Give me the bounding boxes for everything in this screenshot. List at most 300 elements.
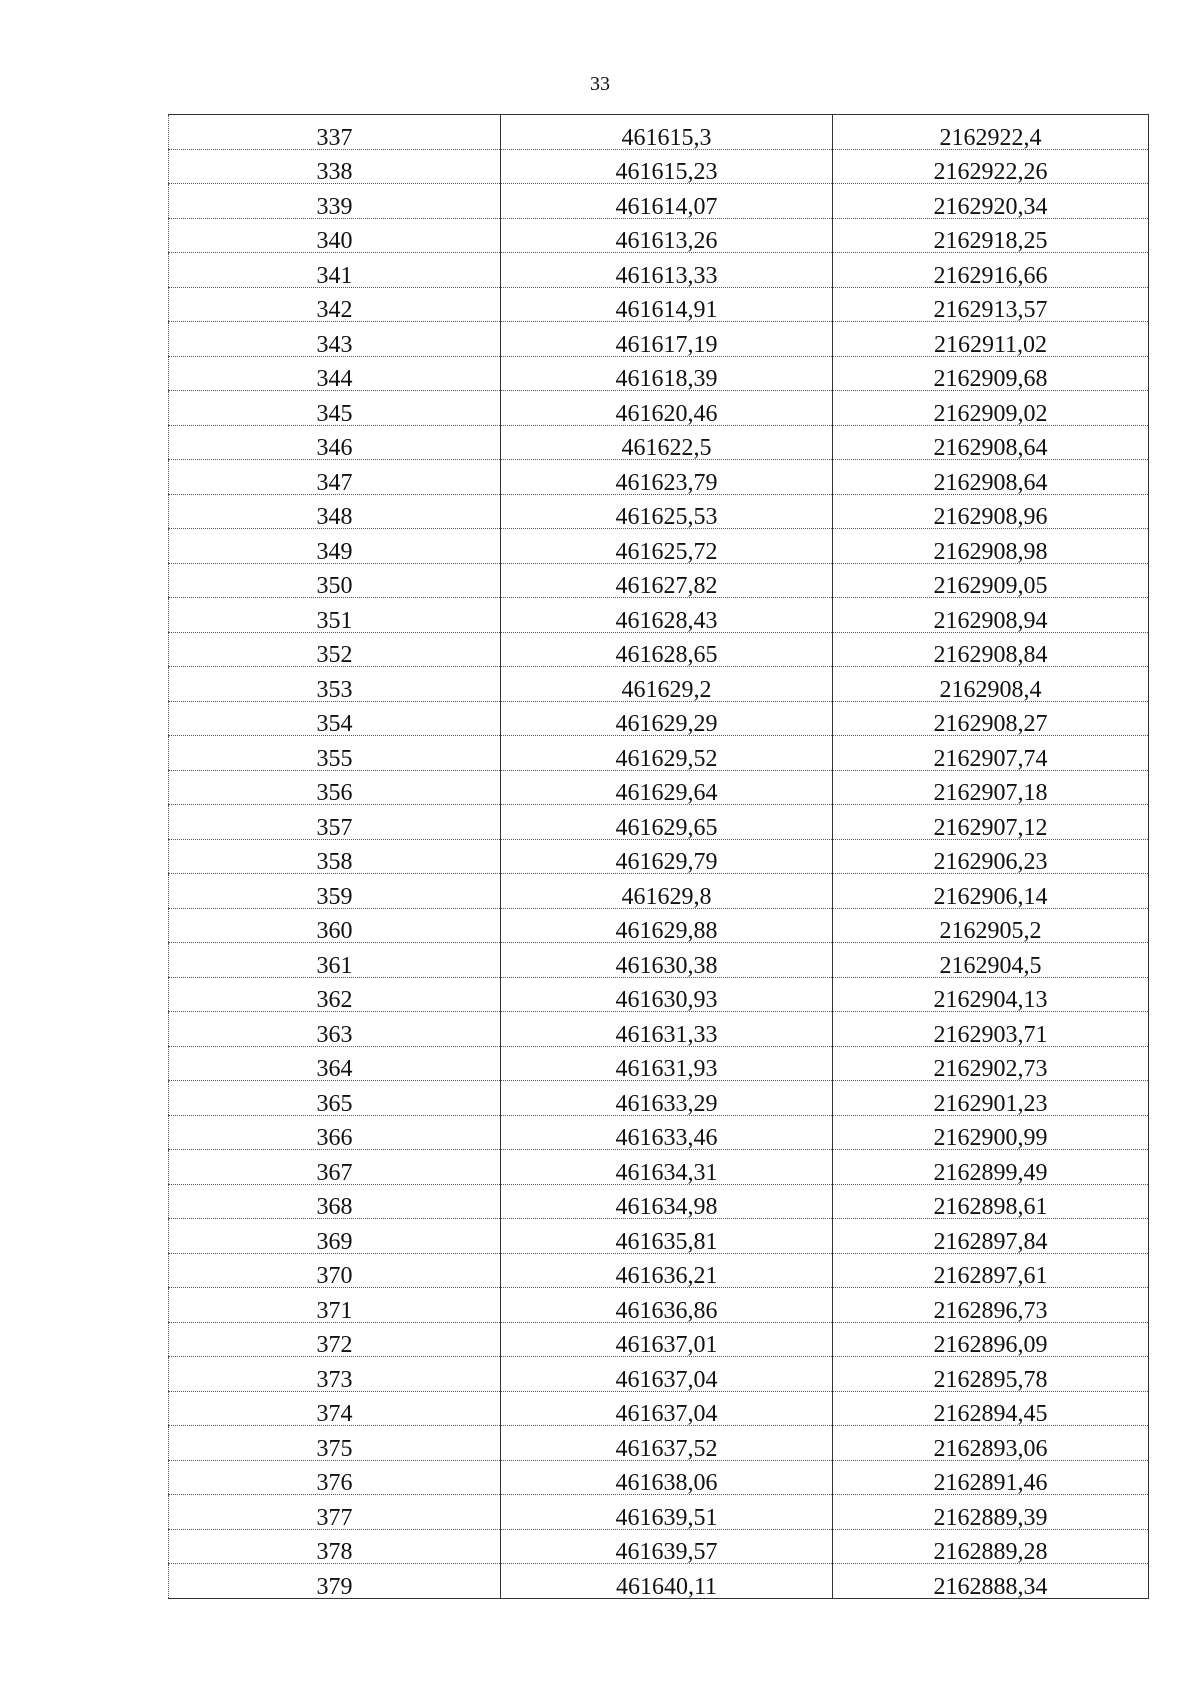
- x-coordinate-text: 461614,07: [615, 193, 718, 220]
- y-coordinate-cell: [833, 736, 1149, 771]
- y-coordinate-cell: [833, 1391, 1149, 1426]
- table-row: [169, 460, 1149, 495]
- y-coordinate-cell: [833, 184, 1149, 219]
- point-number-text: 364: [316, 1056, 353, 1082]
- point-number-cell: [169, 1184, 501, 1219]
- y-coordinate-text: 2162907,12: [933, 814, 1048, 841]
- y-coordinate-text: 2162909,02: [933, 400, 1048, 427]
- y-coordinate-text: 2162911,02: [933, 331, 1048, 358]
- point-number-text: 352: [316, 642, 353, 668]
- table-row: [169, 563, 1149, 598]
- y-coordinate-cell: [833, 529, 1149, 564]
- point-number-text: 346: [316, 435, 353, 461]
- point-number-cell: [169, 425, 501, 460]
- y-coordinate-text: 2162894,45: [933, 1401, 1048, 1427]
- x-coordinate-cell: [501, 115, 833, 150]
- x-coordinate-cell: [501, 356, 833, 391]
- point-number-text: 371: [316, 1297, 353, 1324]
- table-row: [169, 943, 1149, 978]
- point-number-cell: [169, 874, 501, 909]
- y-coordinate-text: 2162908,96: [933, 504, 1048, 530]
- x-coordinate-text: 461640,11: [615, 1573, 718, 1600]
- y-coordinate-text: 2162900,99: [933, 1125, 1048, 1151]
- point-number-cell: [169, 1115, 501, 1150]
- x-coordinate-cell: [501, 839, 833, 874]
- point-number-cell: [169, 460, 501, 495]
- x-coordinate-cell: [501, 529, 833, 564]
- point-number-text: 344: [316, 366, 353, 392]
- y-coordinate-cell: [833, 253, 1149, 288]
- y-coordinate-text: 2162895,78: [933, 1366, 1048, 1393]
- point-number-text: 357: [316, 814, 353, 841]
- y-coordinate-cell: [833, 287, 1149, 322]
- table-row: [169, 529, 1149, 564]
- point-number-text: 361: [316, 952, 353, 979]
- x-coordinate-text: 461639,57: [615, 1539, 718, 1565]
- point-number-text: 372: [316, 1332, 353, 1358]
- y-coordinate-cell: [833, 1081, 1149, 1116]
- table-row: [169, 287, 1149, 322]
- x-coordinate-text: 461629,88: [615, 918, 718, 944]
- y-coordinate-cell: [833, 667, 1149, 702]
- y-coordinate-text: 2162904,13: [933, 987, 1048, 1013]
- x-coordinate-cell: [501, 908, 833, 943]
- x-coordinate-text: 461625,72: [615, 538, 718, 565]
- y-coordinate-cell: [833, 1150, 1149, 1185]
- x-coordinate-text: 461615,23: [615, 159, 718, 185]
- y-coordinate-text: 2162897,61: [933, 1263, 1048, 1289]
- point-number-cell: [169, 115, 501, 150]
- x-coordinate-text: 461628,43: [615, 607, 718, 634]
- y-coordinate-cell: [833, 425, 1149, 460]
- point-number-cell: [169, 391, 501, 426]
- x-coordinate-cell: [501, 598, 833, 633]
- point-number-cell: [169, 1564, 501, 1599]
- x-coordinate-text: 461637,52: [615, 1435, 718, 1462]
- x-coordinate-text: 461637,04: [615, 1401, 718, 1427]
- y-coordinate-cell: [833, 391, 1149, 426]
- table-row: [169, 1081, 1149, 1116]
- table-row: [169, 1322, 1149, 1357]
- y-coordinate-text: 2162916,66: [933, 262, 1048, 289]
- x-coordinate-text: 461635,81: [615, 1228, 718, 1255]
- x-coordinate-cell: [501, 1012, 833, 1047]
- page-number: 33: [590, 73, 610, 95]
- x-coordinate-cell: [501, 943, 833, 978]
- y-coordinate-cell: [833, 1012, 1149, 1047]
- x-coordinate-cell: [501, 1495, 833, 1530]
- y-coordinate-text: 2162908,64: [933, 435, 1048, 461]
- y-coordinate-cell: [833, 460, 1149, 495]
- y-coordinate-text: 2162896,73: [933, 1297, 1048, 1324]
- y-coordinate-cell: [833, 1460, 1149, 1495]
- x-coordinate-text: 461627,82: [615, 573, 718, 599]
- y-coordinate-text: 2162908,84: [933, 642, 1048, 668]
- table-row: [169, 149, 1149, 184]
- point-number-cell: [169, 1322, 501, 1357]
- point-number-cell: [169, 529, 501, 564]
- table-row: [169, 184, 1149, 219]
- y-coordinate-text: 2162902,73: [933, 1056, 1048, 1082]
- table-row: [169, 1564, 1149, 1599]
- point-number-text: 378: [316, 1539, 353, 1565]
- coordinates-table-body: [169, 115, 1149, 1599]
- point-number-text: 356: [316, 780, 353, 806]
- y-coordinate-cell: [833, 1253, 1149, 1288]
- point-number-cell: [169, 1253, 501, 1288]
- y-coordinate-text: 2162897,84: [933, 1228, 1048, 1255]
- table-row: [169, 1426, 1149, 1461]
- y-coordinate-text: 2162909,05: [933, 573, 1048, 599]
- table-row: [169, 1529, 1149, 1564]
- y-coordinate-cell: [833, 908, 1149, 943]
- y-coordinate-text: 2162908,64: [933, 469, 1048, 496]
- y-coordinate-cell: [833, 1322, 1149, 1357]
- x-coordinate-cell: [501, 1253, 833, 1288]
- x-coordinate-cell: [501, 563, 833, 598]
- x-coordinate-text: 461629,65: [615, 814, 718, 841]
- y-coordinate-text: 2162896,09: [933, 1332, 1048, 1358]
- point-number-cell: [169, 287, 501, 322]
- x-coordinate-text: 461631,93: [615, 1056, 718, 1082]
- x-coordinate-text: 461636,21: [615, 1263, 718, 1289]
- table-row: [169, 908, 1149, 943]
- point-number-cell: [169, 736, 501, 771]
- coordinates-table: [168, 114, 1149, 1599]
- x-coordinate-text: 461629,2: [621, 676, 712, 703]
- y-coordinate-cell: [833, 943, 1149, 978]
- table-row: [169, 598, 1149, 633]
- point-number-text: 374: [316, 1401, 353, 1427]
- x-coordinate-cell: [501, 1391, 833, 1426]
- y-coordinate-cell: [833, 494, 1149, 529]
- point-number-cell: [169, 149, 501, 184]
- point-number-text: 366: [316, 1125, 353, 1151]
- point-number-text: 351: [316, 607, 353, 634]
- x-coordinate-text: 461623,79: [615, 469, 718, 496]
- y-coordinate-text: 2162907,18: [933, 780, 1048, 806]
- point-number-text: 362: [316, 987, 353, 1013]
- y-coordinate-cell: [833, 770, 1149, 805]
- y-coordinate-cell: [833, 322, 1149, 357]
- x-coordinate-cell: [501, 1288, 833, 1323]
- y-coordinate-cell: [833, 149, 1149, 184]
- table-row: [169, 425, 1149, 460]
- point-number-text: 345: [316, 400, 353, 427]
- point-number-cell: [169, 1391, 501, 1426]
- point-number-cell: [169, 1219, 501, 1254]
- point-number-text: 341: [316, 262, 353, 289]
- x-coordinate-text: 461625,53: [615, 504, 718, 530]
- table-row: [169, 322, 1149, 357]
- x-coordinate-text: 461615,3: [621, 124, 712, 151]
- point-number-cell: [169, 1081, 501, 1116]
- x-coordinate-cell: [501, 494, 833, 529]
- y-coordinate-text: 2162909,68: [933, 366, 1048, 392]
- point-number-cell: [169, 667, 501, 702]
- table-row: [169, 494, 1149, 529]
- y-coordinate-text: 2162899,49: [933, 1159, 1048, 1186]
- x-coordinate-text: 461614,91: [615, 297, 718, 323]
- y-coordinate-cell: [833, 563, 1149, 598]
- y-coordinate-cell: [833, 977, 1149, 1012]
- point-number-cell: [169, 356, 501, 391]
- point-number-cell: [169, 598, 501, 633]
- point-number-cell: [169, 1046, 501, 1081]
- x-coordinate-text: 461622,5: [621, 435, 712, 461]
- y-coordinate-text: 2162906,23: [933, 849, 1048, 875]
- x-coordinate-text: 461617,19: [615, 331, 718, 358]
- point-number-cell: [169, 1426, 501, 1461]
- table-row: [169, 632, 1149, 667]
- x-coordinate-text: 461629,29: [615, 711, 718, 737]
- y-coordinate-text: 2162889,28: [933, 1539, 1048, 1565]
- y-coordinate-text: 2162891,46: [933, 1470, 1048, 1496]
- point-number-text: 376: [316, 1470, 353, 1496]
- y-coordinate-text: 2162922,4: [939, 124, 1042, 151]
- point-number-cell: [169, 977, 501, 1012]
- y-coordinate-text: 2162920,34: [933, 193, 1048, 220]
- x-coordinate-cell: [501, 701, 833, 736]
- x-coordinate-text: 461633,29: [615, 1090, 718, 1117]
- table-row: [169, 1288, 1149, 1323]
- point-number-text: 337: [316, 124, 353, 151]
- x-coordinate-text: 461630,38: [615, 952, 718, 979]
- y-coordinate-cell: [833, 356, 1149, 391]
- table-row: [169, 1357, 1149, 1392]
- point-number-cell: [169, 1495, 501, 1530]
- y-coordinate-cell: [833, 805, 1149, 840]
- x-coordinate-cell: [501, 322, 833, 357]
- x-coordinate-text: 461629,64: [615, 780, 718, 806]
- point-number-text: 379: [316, 1573, 353, 1600]
- point-number-cell: [169, 839, 501, 874]
- x-coordinate-cell: [501, 667, 833, 702]
- x-coordinate-cell: [501, 1184, 833, 1219]
- point-number-text: 343: [316, 331, 353, 358]
- y-coordinate-cell: [833, 1288, 1149, 1323]
- point-number-cell: [169, 1012, 501, 1047]
- x-coordinate-text: 461638,06: [615, 1470, 718, 1496]
- x-coordinate-cell: [501, 391, 833, 426]
- point-number-cell: [169, 1357, 501, 1392]
- y-coordinate-cell: [833, 1495, 1149, 1530]
- point-number-text: 365: [316, 1090, 353, 1117]
- y-coordinate-text: 2162907,74: [933, 745, 1048, 772]
- point-number-text: 369: [316, 1228, 353, 1255]
- x-coordinate-text: 461634,98: [615, 1194, 718, 1220]
- table-row: [169, 1219, 1149, 1254]
- y-coordinate-cell: [833, 1529, 1149, 1564]
- y-coordinate-cell: [833, 1564, 1149, 1599]
- y-coordinate-cell: [833, 701, 1149, 736]
- point-number-cell: [169, 494, 501, 529]
- x-coordinate-cell: [501, 1529, 833, 1564]
- point-number-text: 339: [316, 193, 353, 220]
- table-row: [169, 839, 1149, 874]
- point-number-text: 354: [316, 711, 353, 737]
- table-row: [169, 1150, 1149, 1185]
- table-row: [169, 253, 1149, 288]
- x-coordinate-cell: [501, 184, 833, 219]
- point-number-text: 358: [316, 849, 353, 875]
- point-number-cell: [169, 1460, 501, 1495]
- y-coordinate-cell: [833, 1357, 1149, 1392]
- table-row: [169, 356, 1149, 391]
- table-row: [169, 115, 1149, 150]
- point-number-text: 363: [316, 1021, 353, 1048]
- x-coordinate-cell: [501, 460, 833, 495]
- point-number-cell: [169, 322, 501, 357]
- y-coordinate-cell: [833, 115, 1149, 150]
- point-number-cell: [169, 805, 501, 840]
- table-row: [169, 1495, 1149, 1530]
- x-coordinate-text: 461637,04: [615, 1366, 718, 1393]
- table-row: [169, 1460, 1149, 1495]
- point-number-text: 342: [316, 297, 353, 323]
- y-coordinate-cell: [833, 1184, 1149, 1219]
- x-coordinate-cell: [501, 425, 833, 460]
- table-row: [169, 805, 1149, 840]
- point-number-text: 347: [316, 469, 353, 496]
- y-coordinate-text: 2162905,2: [939, 918, 1042, 944]
- x-coordinate-text: 461629,52: [615, 745, 718, 772]
- point-number-cell: [169, 253, 501, 288]
- x-coordinate-cell: [501, 149, 833, 184]
- table-row: [169, 1115, 1149, 1150]
- x-coordinate-cell: [501, 218, 833, 253]
- x-coordinate-text: 461636,86: [615, 1297, 718, 1324]
- table-row: [169, 1184, 1149, 1219]
- point-number-text: 359: [316, 883, 353, 910]
- point-number-cell: [169, 184, 501, 219]
- x-coordinate-cell: [501, 1357, 833, 1392]
- point-number-cell: [169, 770, 501, 805]
- x-coordinate-text: 461613,33: [615, 262, 718, 289]
- y-coordinate-cell: [833, 598, 1149, 633]
- x-coordinate-text: 461633,46: [615, 1125, 718, 1151]
- table-row: [169, 1046, 1149, 1081]
- x-coordinate-cell: [501, 1115, 833, 1150]
- y-coordinate-text: 2162908,27: [933, 711, 1048, 737]
- point-number-text: 377: [316, 1504, 353, 1531]
- y-coordinate-text: 2162904,5: [939, 952, 1042, 979]
- point-number-text: 353: [316, 676, 353, 703]
- y-coordinate-text: 2162918,25: [933, 228, 1048, 254]
- point-number-text: 355: [316, 745, 353, 772]
- point-number-cell: [169, 563, 501, 598]
- point-number-cell: [169, 1150, 501, 1185]
- x-coordinate-text: 461630,93: [615, 987, 718, 1013]
- x-coordinate-text: 461620,46: [615, 400, 718, 427]
- point-number-cell: [169, 1288, 501, 1323]
- table-row: [169, 1253, 1149, 1288]
- point-number-text: 340: [316, 228, 353, 254]
- y-coordinate-text: 2162889,39: [933, 1504, 1048, 1531]
- x-coordinate-cell: [501, 874, 833, 909]
- y-coordinate-text: 2162908,4: [939, 676, 1042, 703]
- x-coordinate-cell: [501, 1322, 833, 1357]
- x-coordinate-cell: [501, 977, 833, 1012]
- point-number-text: 367: [316, 1159, 353, 1186]
- point-number-cell: [169, 1529, 501, 1564]
- point-number-cell: [169, 218, 501, 253]
- point-number-text: 350: [316, 573, 353, 599]
- y-coordinate-cell: [833, 839, 1149, 874]
- y-coordinate-text: 2162906,14: [933, 883, 1048, 910]
- y-coordinate-cell: [833, 1115, 1149, 1150]
- point-number-text: 375: [316, 1435, 353, 1462]
- table-row: [169, 218, 1149, 253]
- x-coordinate-cell: [501, 1150, 833, 1185]
- x-coordinate-text: 461629,79: [615, 849, 718, 875]
- x-coordinate-cell: [501, 253, 833, 288]
- x-coordinate-text: 461631,33: [615, 1021, 718, 1048]
- point-number-text: 348: [316, 504, 353, 530]
- table-row: [169, 701, 1149, 736]
- x-coordinate-text: 461639,51: [615, 1504, 718, 1531]
- point-number-cell: [169, 632, 501, 667]
- table-row: [169, 391, 1149, 426]
- x-coordinate-text: 461634,31: [615, 1159, 718, 1186]
- y-coordinate-cell: [833, 632, 1149, 667]
- x-coordinate-cell: [501, 805, 833, 840]
- x-coordinate-text: 461628,65: [615, 642, 718, 668]
- point-number-cell: [169, 908, 501, 943]
- y-coordinate-text: 2162908,98: [933, 538, 1048, 565]
- table-row: [169, 1012, 1149, 1047]
- y-coordinate-text: 2162913,57: [933, 297, 1048, 323]
- y-coordinate-text: 2162888,34: [933, 1573, 1048, 1600]
- x-coordinate-text: 461618,39: [615, 366, 718, 392]
- point-number-text: 338: [316, 159, 353, 185]
- x-coordinate-cell: [501, 287, 833, 322]
- x-coordinate-cell: [501, 1426, 833, 1461]
- point-number-cell: [169, 943, 501, 978]
- x-coordinate-cell: [501, 1219, 833, 1254]
- y-coordinate-text: 2162903,71: [933, 1021, 1048, 1048]
- point-number-text: 349: [316, 538, 353, 565]
- table-row: [169, 770, 1149, 805]
- x-coordinate-text: 461637,01: [615, 1332, 718, 1358]
- y-coordinate-text: 2162922,26: [933, 159, 1048, 185]
- x-coordinate-cell: [501, 1081, 833, 1116]
- table-row: [169, 874, 1149, 909]
- y-coordinate-cell: [833, 1426, 1149, 1461]
- point-number-text: 360: [316, 918, 353, 944]
- y-coordinate-cell: [833, 1219, 1149, 1254]
- point-number-text: 370: [316, 1263, 353, 1289]
- x-coordinate-cell: [501, 1564, 833, 1599]
- x-coordinate-cell: [501, 736, 833, 771]
- point-number-text: 368: [316, 1194, 353, 1220]
- point-number-cell: [169, 701, 501, 736]
- table-row: [169, 977, 1149, 1012]
- x-coordinate-text: 461629,8: [621, 883, 712, 910]
- y-coordinate-text: 2162901,23: [933, 1090, 1048, 1117]
- y-coordinate-text: 2162898,61: [933, 1194, 1048, 1220]
- y-coordinate-cell: [833, 218, 1149, 253]
- x-coordinate-cell: [501, 770, 833, 805]
- x-coordinate-cell: [501, 1460, 833, 1495]
- point-number-text: 373: [316, 1366, 353, 1393]
- y-coordinate-text: 2162908,94: [933, 607, 1048, 634]
- table-row: [169, 1391, 1149, 1426]
- x-coordinate-text: 461613,26: [615, 228, 718, 254]
- table-row: [169, 667, 1149, 702]
- x-coordinate-cell: [501, 632, 833, 667]
- table-row: [169, 736, 1149, 771]
